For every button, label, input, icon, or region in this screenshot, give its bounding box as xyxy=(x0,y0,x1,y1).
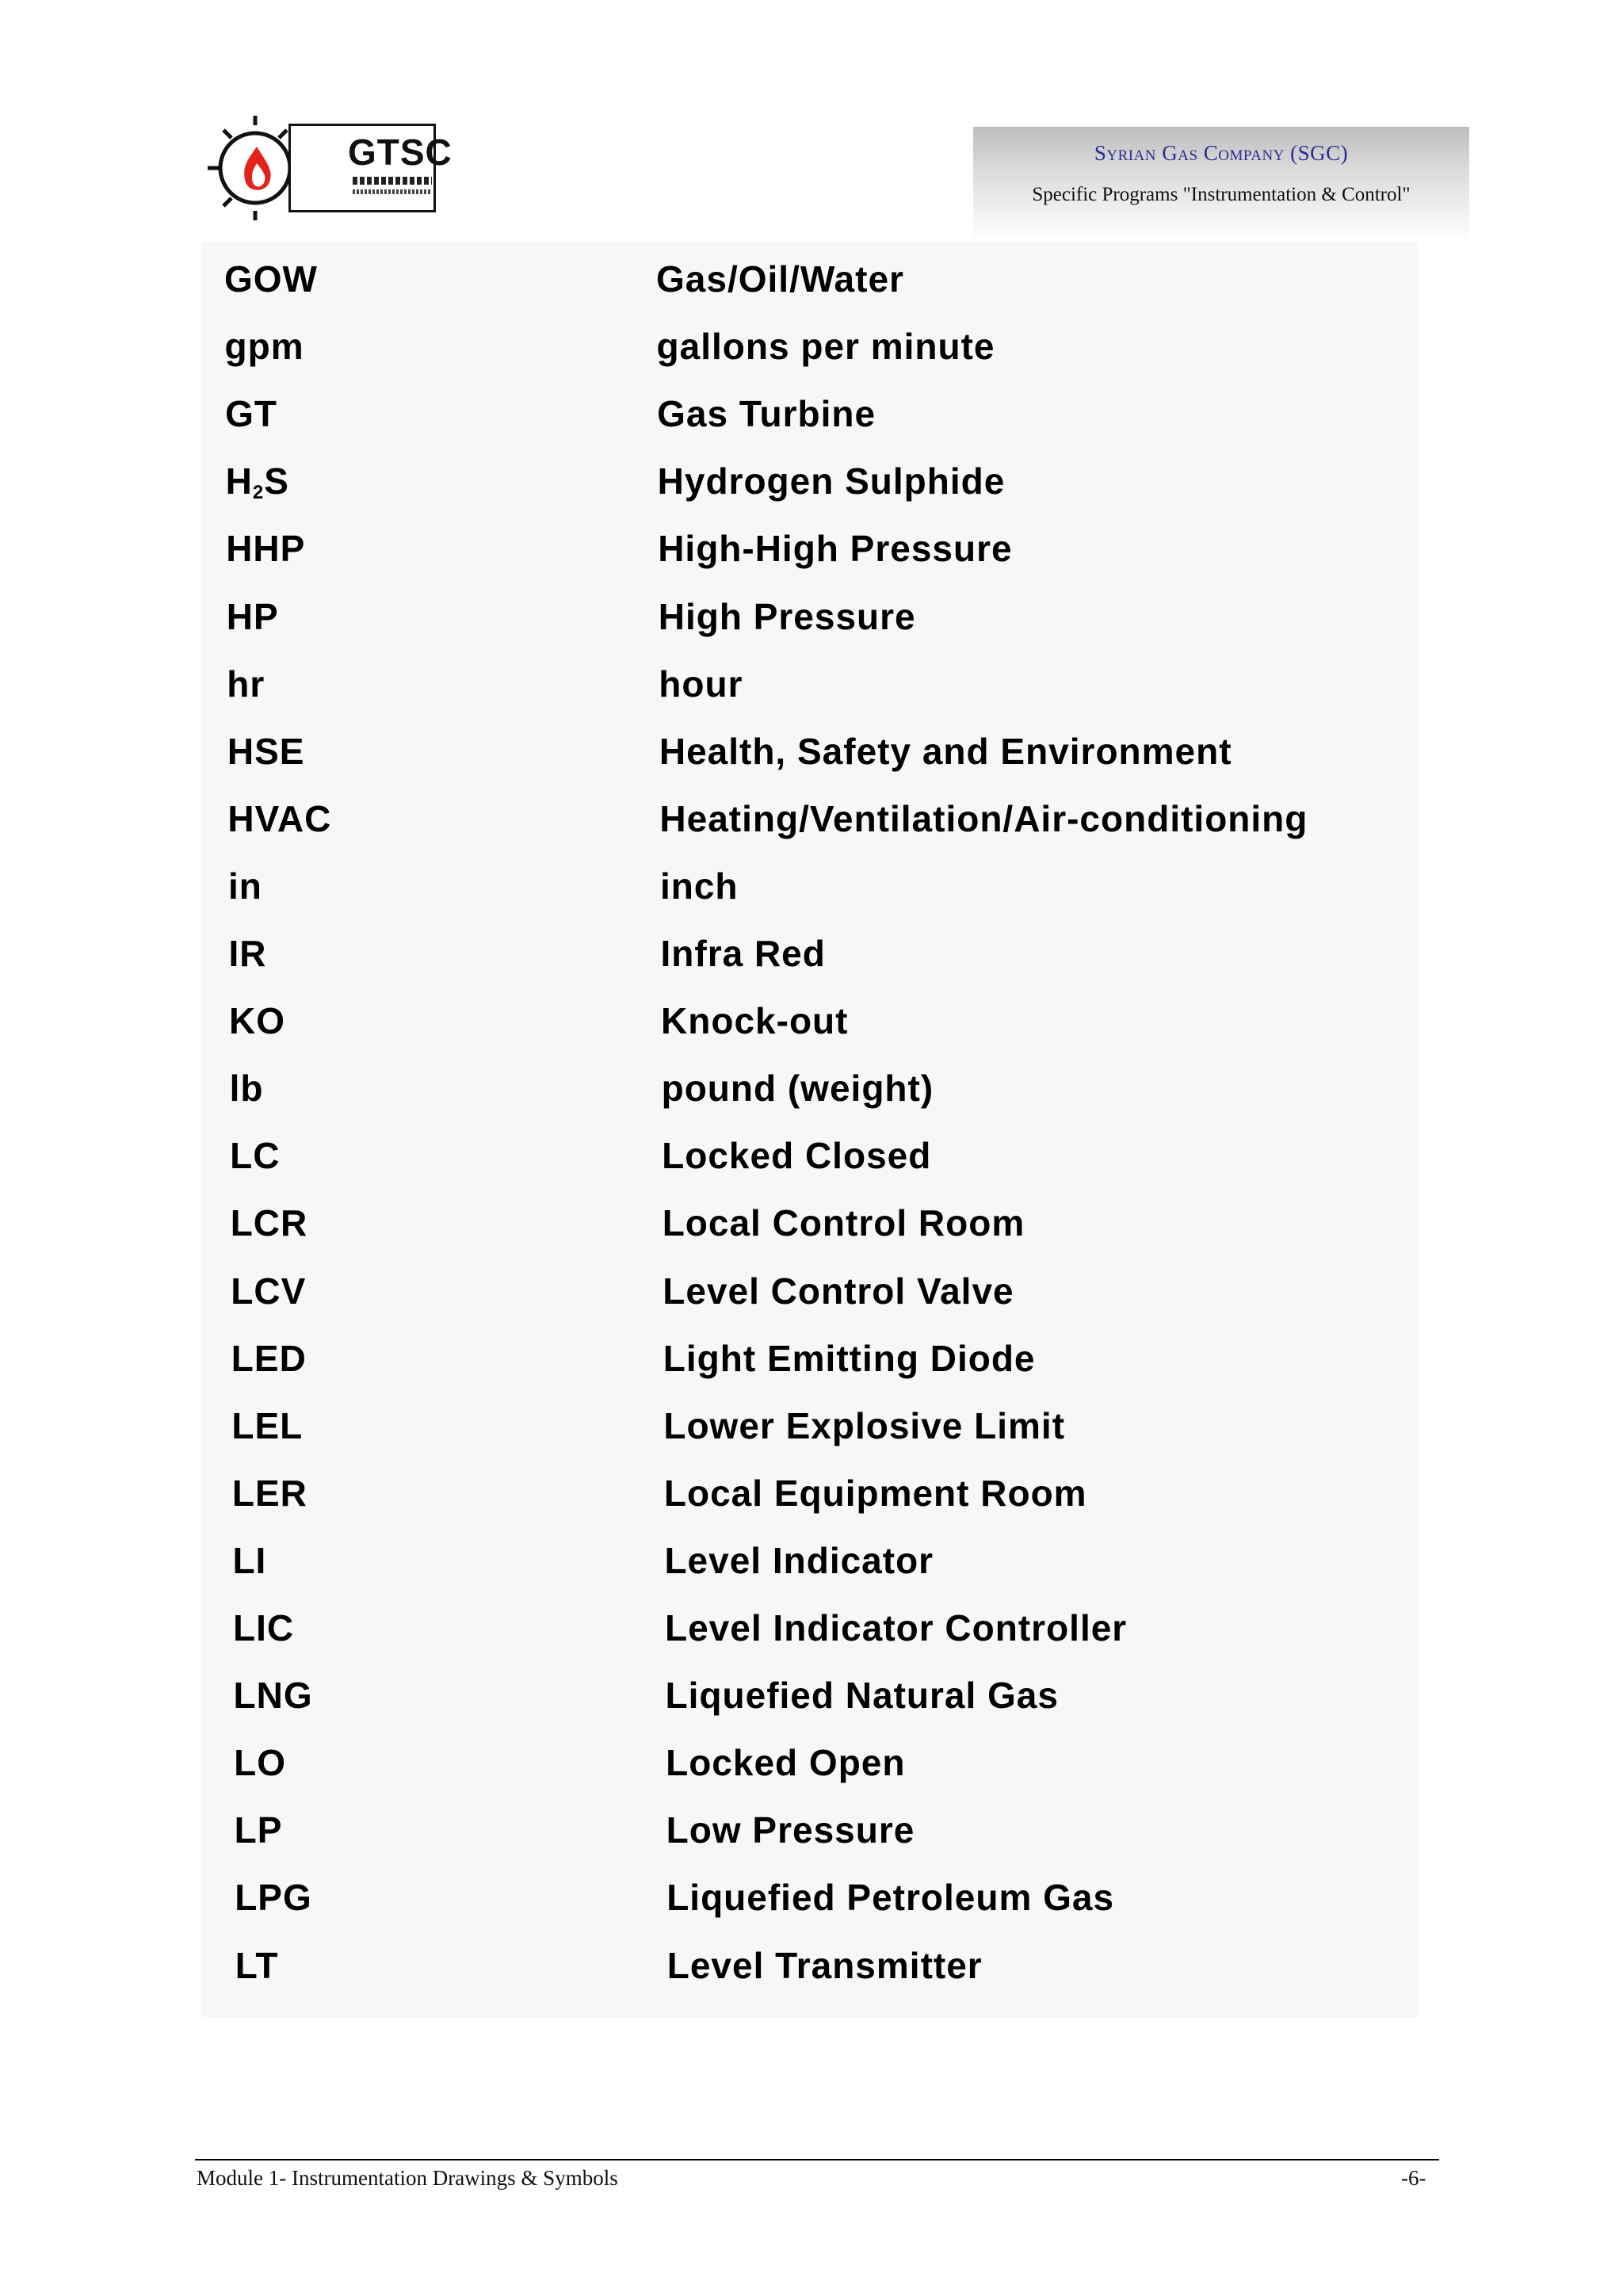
definition: pound (weight) xyxy=(661,1068,934,1110)
definition: Locked Open xyxy=(666,1742,906,1784)
definition: Knock-out xyxy=(661,1000,849,1042)
abbreviation: LIC xyxy=(233,1607,295,1648)
definition: Level Control Valve xyxy=(663,1270,1014,1312)
abbreviation: HHP xyxy=(226,528,306,570)
glossary-row xyxy=(202,325,1419,392)
glossary-row xyxy=(202,527,1419,594)
glossary-row xyxy=(202,1606,1419,1674)
definition: Light Emitting Diode xyxy=(663,1337,1036,1379)
definition: Heating/Ventilation/Air-conditioning xyxy=(659,797,1308,839)
definition: gallons per minute xyxy=(656,326,995,368)
glossary-row xyxy=(202,460,1419,527)
glossary-row xyxy=(202,1472,1419,1539)
logo-arabic-text xyxy=(353,177,432,185)
abbreviation: KO xyxy=(229,1000,286,1042)
definition: Level Transmitter xyxy=(666,1944,983,1986)
abbreviation: in xyxy=(227,865,262,907)
definition: Level Indicator xyxy=(664,1539,934,1581)
abbreviation: GOW xyxy=(224,258,318,300)
definition: Local Control Room xyxy=(662,1202,1025,1244)
company-name: Syrian Gas Company (SGC) xyxy=(1094,141,1349,165)
footer-rule xyxy=(195,2159,1439,2160)
glossary-row xyxy=(202,797,1419,865)
glossary-row xyxy=(202,1539,1419,1606)
abbreviation: LNG xyxy=(233,1675,313,1717)
glossary-row xyxy=(202,1809,1419,1876)
definition: Level Indicator Controller xyxy=(665,1607,1128,1648)
glossary-row xyxy=(202,595,1419,663)
abbreviation: LER xyxy=(231,1472,307,1514)
definition: Local Equipment Room xyxy=(663,1472,1087,1514)
logo-subtitle xyxy=(353,189,432,194)
definition: Liquefied Natural Gas xyxy=(665,1675,1059,1717)
gear-flame-icon xyxy=(201,111,296,227)
glossary-row xyxy=(202,258,1419,325)
glossary-row xyxy=(202,865,1419,932)
abbreviation: gpm xyxy=(224,326,304,368)
abbreviation: HVAC xyxy=(227,797,332,839)
abbreviation: LPG xyxy=(235,1877,312,1919)
footer-module-title: Module 1- Instrumentation Drawings & Symbols xyxy=(197,2166,618,2190)
definition: Health, Safety and Environment xyxy=(659,730,1232,772)
abbreviation: LC xyxy=(230,1135,281,1177)
abbreviation: GT xyxy=(225,393,277,435)
logo-frame xyxy=(288,124,453,212)
header-title-box xyxy=(973,127,1469,242)
definition: Gas/Oil/Water xyxy=(656,258,904,300)
abbreviation-list xyxy=(202,242,1419,2017)
definition: hour xyxy=(659,663,743,705)
definition: Infra Red xyxy=(660,933,826,974)
definition: Locked Closed xyxy=(662,1135,932,1177)
definition: Gas Turbine xyxy=(657,393,876,435)
glossary-row xyxy=(202,1134,1419,1201)
abbreviation: LCR xyxy=(230,1202,308,1244)
abbreviation: LEL xyxy=(231,1404,304,1446)
glossary-row xyxy=(202,999,1419,1067)
glossary-row xyxy=(202,1944,1419,2011)
glossary-row xyxy=(202,1067,1419,1134)
definition: Liquefied Petroleum Gas xyxy=(666,1877,1115,1919)
definition: inch xyxy=(659,865,739,907)
abbreviation: LCV xyxy=(231,1270,307,1312)
glossary-row xyxy=(202,1270,1419,1337)
glossary-row xyxy=(202,1337,1419,1404)
abbreviation: LP xyxy=(234,1809,283,1851)
abbreviation: LT xyxy=(235,1944,279,1986)
glossary-row xyxy=(202,1674,1419,1741)
abbreviation: LED xyxy=(231,1337,307,1379)
glossary-row xyxy=(202,1404,1419,1472)
glossary-row xyxy=(202,730,1419,797)
glossary-row xyxy=(202,932,1419,999)
gtsc-logo xyxy=(201,111,453,227)
glossary-row xyxy=(202,1741,1419,1809)
logo-text: GTSC xyxy=(348,132,453,173)
glossary-row xyxy=(202,663,1419,730)
abbreviation: IR xyxy=(228,933,267,974)
page-number: -6- xyxy=(1401,2166,1426,2190)
glossary-row xyxy=(202,1201,1419,1269)
abbreviation: LI xyxy=(232,1539,267,1581)
abbreviation: lb xyxy=(229,1068,264,1110)
definition: Lower Explosive Limit xyxy=(663,1404,1066,1446)
program-name: Specific Programs "Instrumentation & Control" xyxy=(1032,184,1411,205)
definition: High-High Pressure xyxy=(658,528,1013,570)
abbreviation: hr xyxy=(227,663,265,705)
abbreviation: LO xyxy=(234,1742,286,1784)
glossary-row xyxy=(202,392,1419,460)
abbreviation: HP xyxy=(226,595,279,637)
definition: Low Pressure xyxy=(666,1809,915,1851)
definition: Hydrogen Sulphide xyxy=(657,460,1006,502)
abbreviation: HSE xyxy=(227,730,305,772)
glossary-row xyxy=(202,1876,1419,1943)
definition: High Pressure xyxy=(658,595,916,637)
abbreviation: $H_2S$ xyxy=(225,460,289,504)
